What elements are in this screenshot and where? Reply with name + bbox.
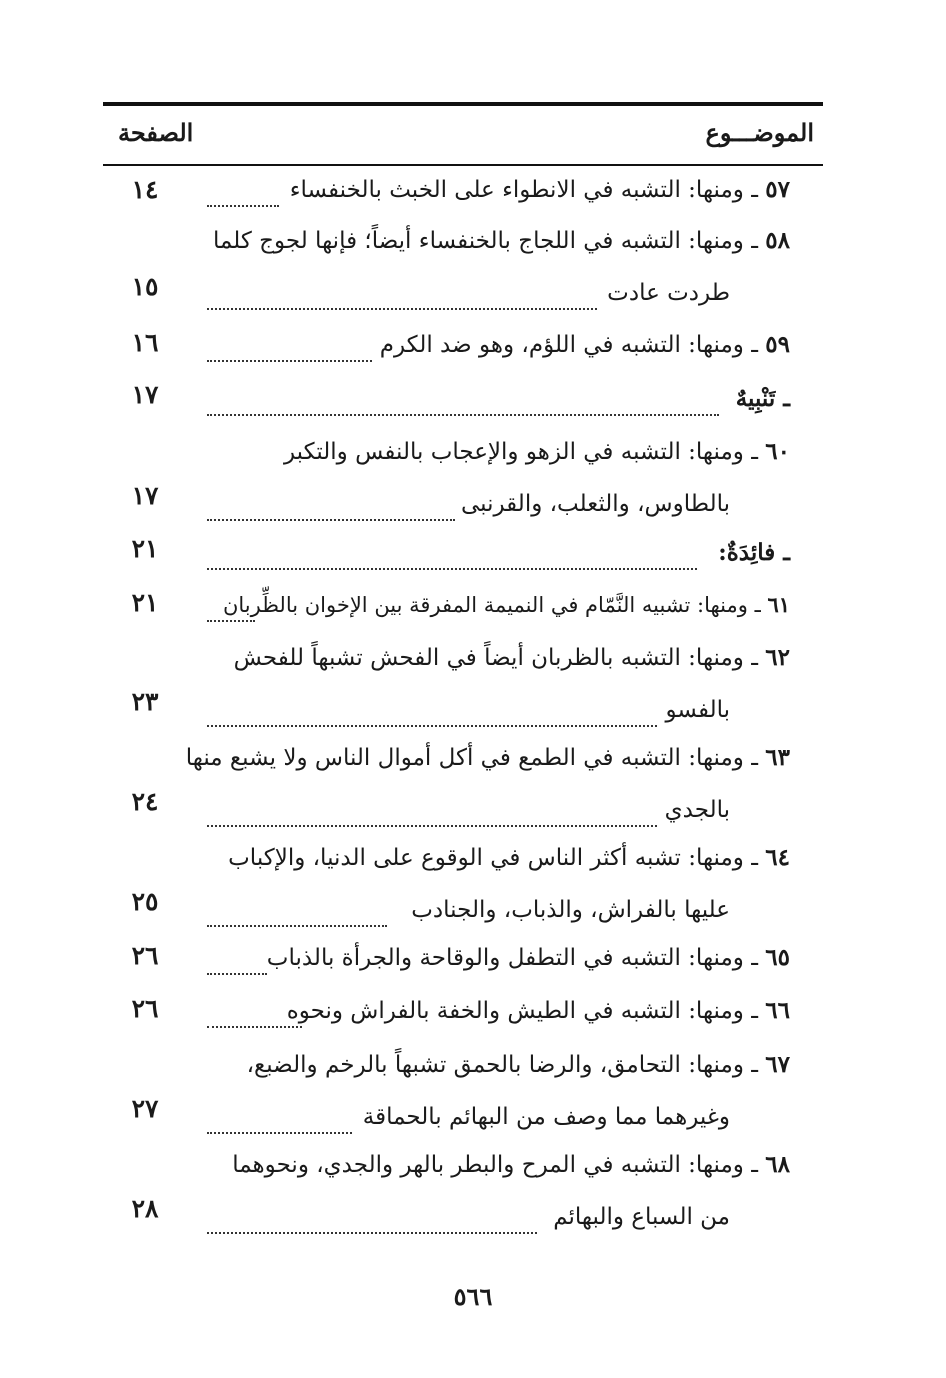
leader-dots: [207, 1202, 537, 1234]
entry-number: ٦٥: [765, 944, 790, 971]
entry-text: [287, 996, 790, 1026]
toc-entry-61: [0, 588, 946, 617]
entry-page-number: ٢٨: [131, 1194, 159, 1223]
entry-page-number: ١٧: [131, 380, 159, 409]
entry-lead: ـ فائِدَةٌ:: [718, 539, 790, 566]
entry-title: ـ ومنها: تشبيه النَّمّام في النميمة المفرقة بين الإخوان بالظِّربان: [222, 593, 761, 617]
entry-text: [213, 226, 790, 256]
entry-text: [247, 1050, 790, 1080]
entry-title: ـ ومنها: التحامق، والرضا بالحمق تشبهاً بالرخم والضبع،: [246, 1052, 758, 1078]
entry-title: ـ ومنها: تشبه أكثر الناس في الوقوع على الدنيا، والإكباب: [228, 845, 758, 871]
entry-page-number: ٢٤: [131, 787, 159, 816]
leader-dots: [207, 795, 657, 827]
entry-title: ـ ومنها: التشبه في الانطواء على الخبث بالخنفساء: [289, 177, 758, 203]
leader-dots: [207, 1102, 352, 1134]
toc-entry-68: [0, 1150, 946, 1230]
leader-dots: [207, 384, 719, 416]
entry-text: [290, 175, 790, 205]
entry-title: ـ ومنها: التشبه في اللجاج بالخنفساء أيضاً؛ فإنها لجوج كلما: [212, 228, 758, 254]
toc-entry-66: [0, 994, 946, 1024]
toc-entry-63: [0, 743, 946, 823]
page-number-footer: ٥٦٦: [453, 1282, 493, 1311]
entry-lead: ـ تَنْبِيهٌ: [735, 385, 790, 412]
entry-page-number: ١٤: [131, 175, 159, 204]
toc-entry-57: [0, 175, 946, 204]
entry-text: [234, 643, 790, 673]
leader-dots: [207, 590, 255, 622]
entry-page-number: ١٧: [131, 481, 159, 510]
toc-entry-59: [0, 328, 946, 358]
entry-continuation: بالجدي: [664, 797, 730, 823]
header-bottom-rule: [103, 164, 823, 166]
entry-continuation: عليها بالفراش، والذباب، والجنادب: [411, 897, 730, 923]
entry-number: ٦٦: [765, 997, 790, 1024]
entry-text: [380, 330, 790, 360]
entry-number: ٦٧: [765, 1051, 790, 1078]
entry-title: ـ ومنها: التشبه بالظربان أيضاً في الفحش تشبهاً للفحش: [233, 645, 758, 671]
entry-text: [284, 437, 790, 467]
entry-number: ٦٤: [765, 844, 790, 871]
header-top-rule: [103, 102, 823, 106]
toc-entry-60: [0, 437, 946, 517]
entry-text: [736, 384, 790, 414]
entry-number: ٥٧: [765, 176, 790, 203]
entry-page-number: ٢١: [131, 534, 159, 563]
entry-number: ٦٠: [765, 438, 790, 465]
entry-continuation: طردت عادت: [607, 280, 730, 306]
leader-dots: [207, 695, 657, 727]
entry-number: ٦٢: [765, 644, 790, 671]
entry-title: ـ ومنها: التشبه في التطفل والوقاحة والجرأة بالذباب: [266, 945, 758, 971]
leader-dots: [207, 489, 455, 521]
entry-continuation: من السباع والبهائم: [553, 1204, 730, 1230]
topic-column-header: الموضـــوع: [705, 118, 814, 147]
toc-entry-note: [0, 380, 946, 412]
entry-page-number: ١٦: [131, 328, 159, 357]
entry-text: [186, 743, 790, 773]
page-column-header: الصفحة: [118, 118, 194, 147]
toc-entry-65: [0, 941, 946, 971]
leader-dots: [207, 943, 267, 975]
leader-dots: [207, 996, 302, 1028]
entry-title: ـ ومنها: التشبه في الطمع في أكل أموال الناس ولا يشبع منها: [185, 745, 758, 771]
entry-title: ـ ومنها: التشبه في الطيش والخفة بالفراش ونحوه: [286, 998, 758, 1024]
entry-number: ٥٩: [765, 331, 790, 358]
entry-page-number: ٢٦: [131, 994, 159, 1023]
leader-dots: [207, 175, 279, 207]
entry-title: ـ ومنها: التشبه في الزهو والإعجاب بالنفس والتكبر: [283, 439, 758, 465]
entry-text: [267, 943, 790, 973]
toc-entry-64: [0, 843, 946, 923]
entry-page-number: ١٥: [131, 272, 159, 301]
leader-dots: [207, 278, 597, 310]
entry-title: ـ ومنها: التشبه في المرح والبطر بالهر والجدي، ونحوهما: [232, 1152, 758, 1178]
toc-entry-62: [0, 643, 946, 723]
toc-entry-58: [0, 226, 946, 306]
entry-number: ٥٨: [765, 227, 790, 254]
entry-page-number: ٢٦: [131, 941, 159, 970]
leader-dots: [207, 895, 387, 927]
leader-dots: [207, 538, 697, 570]
entry-text: [223, 590, 790, 620]
entry-number: ٦٣: [765, 744, 790, 771]
entry-title: ـ ومنها: التشبه في اللؤم، وهو ضد الكرم: [379, 332, 758, 358]
entry-text: [718, 538, 790, 568]
toc-entry-67: [0, 1050, 946, 1130]
entry-page-number: ٢٣: [131, 687, 159, 716]
entry-continuation: بالطاوس، والثعلب، والقرنبى: [460, 491, 730, 517]
entry-page-number: ٢١: [131, 588, 159, 617]
leader-dots: [207, 330, 372, 362]
entry-continuation: بالفسو: [665, 697, 730, 723]
entry-page-number: ٢٧: [131, 1094, 159, 1123]
entry-text: [228, 843, 790, 873]
entry-text: [232, 1150, 790, 1180]
entry-continuation: وغيرهما مما وصف من البهائم بالحماقة: [362, 1104, 730, 1130]
toc-entry-benefit: [0, 534, 946, 566]
entry-page-number: ٢٥: [131, 887, 159, 916]
entry-number: ٦١: [767, 592, 790, 617]
entry-number: ٦٨: [765, 1151, 790, 1178]
